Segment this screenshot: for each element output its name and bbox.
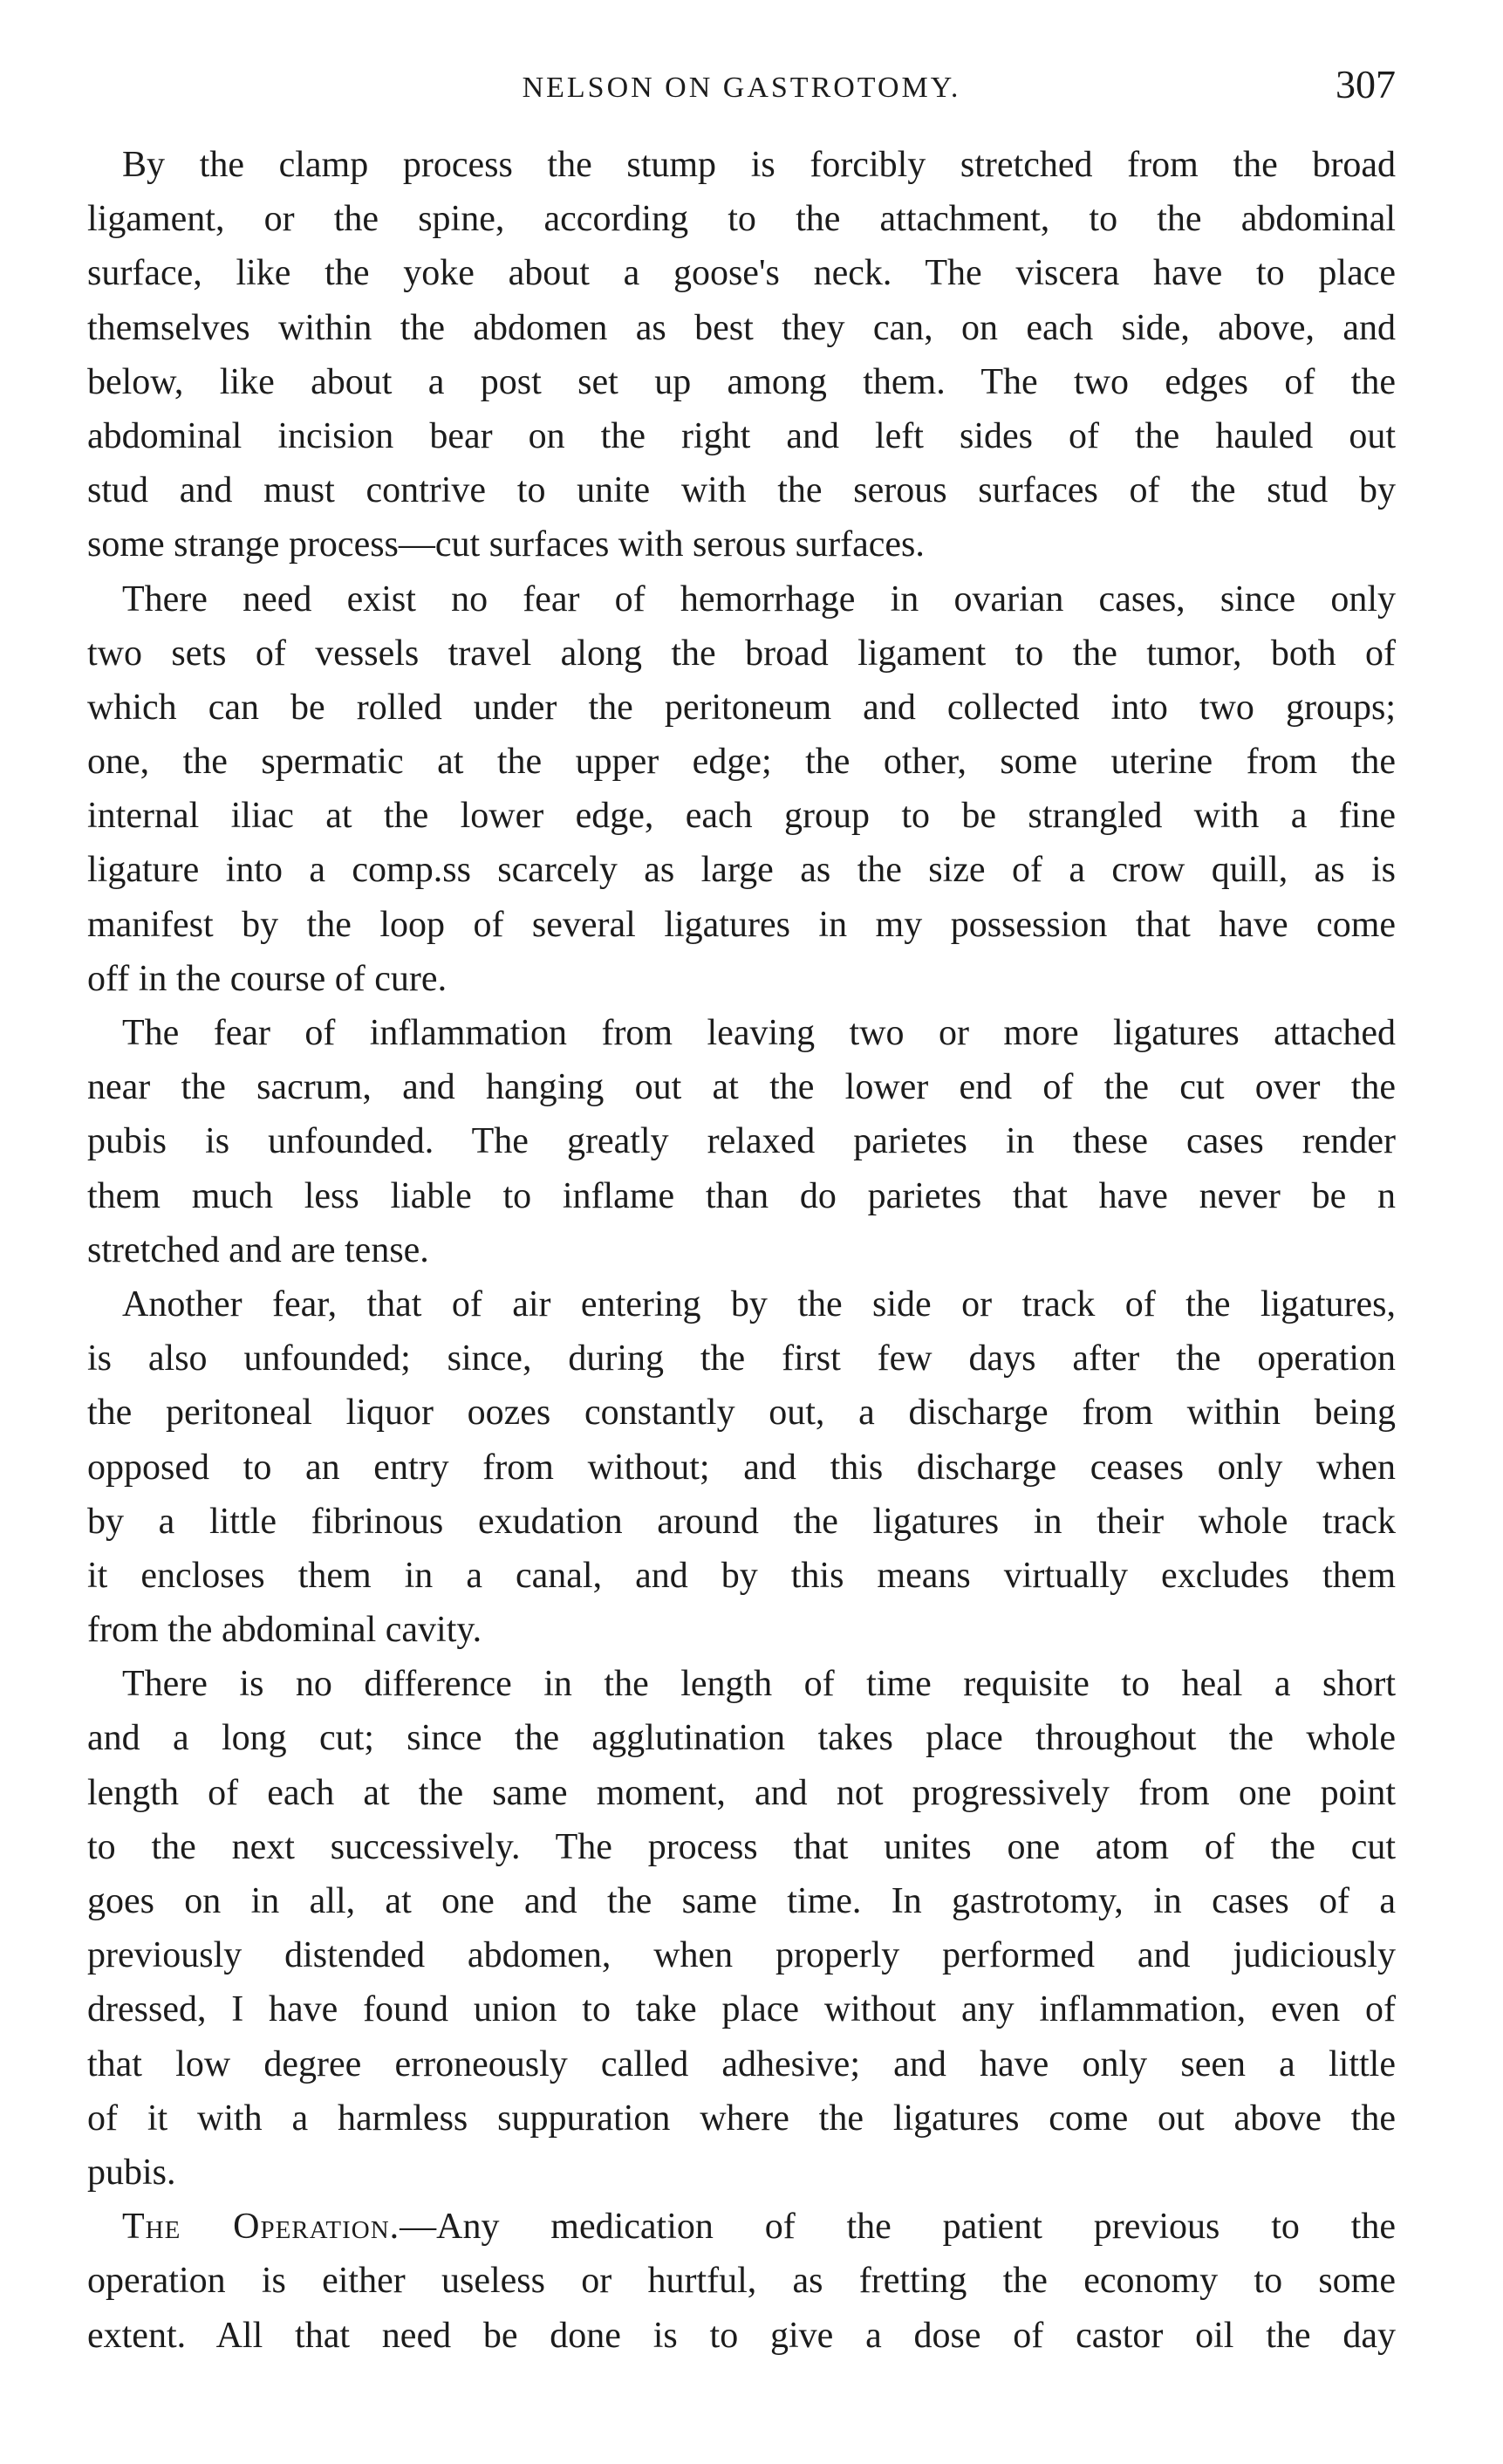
- text-line: dressed, I have found union to take place without any inflammation, even of: [87, 1989, 1396, 2030]
- text-line: by a little fibrinous exudation around the ligatures in their whole track: [87, 1501, 1396, 1542]
- text-line: ligament, or the spine, according to the attachment, to the abdominal: [87, 199, 1396, 240]
- text-line: that low degree erroneously called adhesive; and have only seen a little: [87, 2043, 1396, 2084]
- text-line: goes on in all, at one and the same time. In gastrotomy, in cases of a: [87, 1881, 1396, 1921]
- text-line: two sets of vessels travel along the broad ligament to the tumor, both of: [87, 633, 1396, 674]
- text-line: surface, like the yoke about a goose's neck. The viscera have to place: [87, 253, 1396, 294]
- text-line: Another fear, that of air entering by the side or track of the ligatures,: [122, 1283, 1396, 1324]
- text-line: of it with a harmless suppuration where the ligatures come out above the: [87, 2098, 1396, 2139]
- text-line: stretched and are tense.: [87, 1229, 429, 1270]
- running-title: NELSON ON GASTROTOMY.: [522, 72, 961, 104]
- text-line: and a long cut; since the agglutination takes place throughout the whole: [87, 1718, 1396, 1759]
- text-line: pubis is unfounded. The greatly relaxed parietes in these cases render: [87, 1121, 1396, 1162]
- text-line: opposed to an entry from without; and this discharge ceases only when: [87, 1447, 1396, 1488]
- text-line: previously distended abdomen, when properly performed and judiciously: [87, 1935, 1396, 1976]
- text-line: There need exist no fear of hemorrhage in ovarian cases, since only: [122, 578, 1396, 619]
- operation-first-line: [87, 2200, 1396, 2254]
- text-line: from the abdominal cavity.: [87, 1610, 482, 1651]
- text-line: which can be rolled under the peritoneum and collected into two groups;: [87, 687, 1396, 728]
- operation-heading: The Operation.: [122, 2207, 400, 2248]
- text-line: off in the course of cure.: [87, 958, 447, 999]
- text-line: stud and must contrive to unite with the serous surfaces of the stud by: [87, 470, 1396, 511]
- text-line: There is no difference in the length of time requisite to heal a short: [122, 1664, 1396, 1705]
- text-line: By the clamp process the stump is forcibly stretched from the broad: [122, 145, 1396, 185]
- text-line: themselves within the abdomen as best they can, on each side, above, and: [87, 307, 1396, 348]
- running-head: [87, 61, 1396, 113]
- page-number: 307: [1336, 62, 1396, 106]
- operation-first-line-rest: —Any medication of the patient previous to the: [400, 2207, 1396, 2248]
- text-line: below, like about a post set up among them. The two edges of the: [87, 361, 1396, 402]
- text-line: to the next successively. The process that unites one atom of the cut: [87, 1826, 1396, 1867]
- text-line: abdominal incision bear on the right and left sides of the hauled out: [87, 415, 1396, 456]
- text-line: extent. All that need be done is to give a dose of castor oil the day: [87, 2315, 1396, 2356]
- text-line: near the sacrum, and hanging out at the lower end of the cut over the: [87, 1067, 1396, 1108]
- text-line: some strange process—cut surfaces with serous surfaces.: [87, 524, 925, 565]
- body-text: [87, 138, 1396, 2363]
- text-line: one, the spermatic at the upper edge; the other, some uterine from the: [87, 742, 1396, 783]
- text-line: internal iliac at the lower edge, each group to be strangled with a fine: [87, 796, 1396, 837]
- text-line: it encloses them in a canal, and by this means virtually excludes them: [87, 1555, 1396, 1596]
- text-line: manifest by the loop of several ligatures in my possession that have come: [87, 904, 1396, 945]
- text-line: is also unfounded; since, during the first few days after the operation: [87, 1338, 1396, 1379]
- text-line: operation is either useless or hurtful, as fretting the economy to some: [87, 2261, 1396, 2302]
- text-line: them much less liable to inflame than do parietes that have never be n: [87, 1175, 1396, 1216]
- text-line: length of each at the same moment, and not progressively from one point: [87, 1772, 1396, 1813]
- text-line: The fear of inflammation from leaving two or more ligatures attached: [122, 1013, 1396, 1053]
- text-line: the peritoneal liquor oozes constantly out, a discharge from within being: [87, 1393, 1396, 1434]
- text-line: ligature into a comp.ss scarcely as large as the size of a crow quill, as is: [87, 850, 1396, 891]
- text-line: pubis.: [87, 2152, 176, 2193]
